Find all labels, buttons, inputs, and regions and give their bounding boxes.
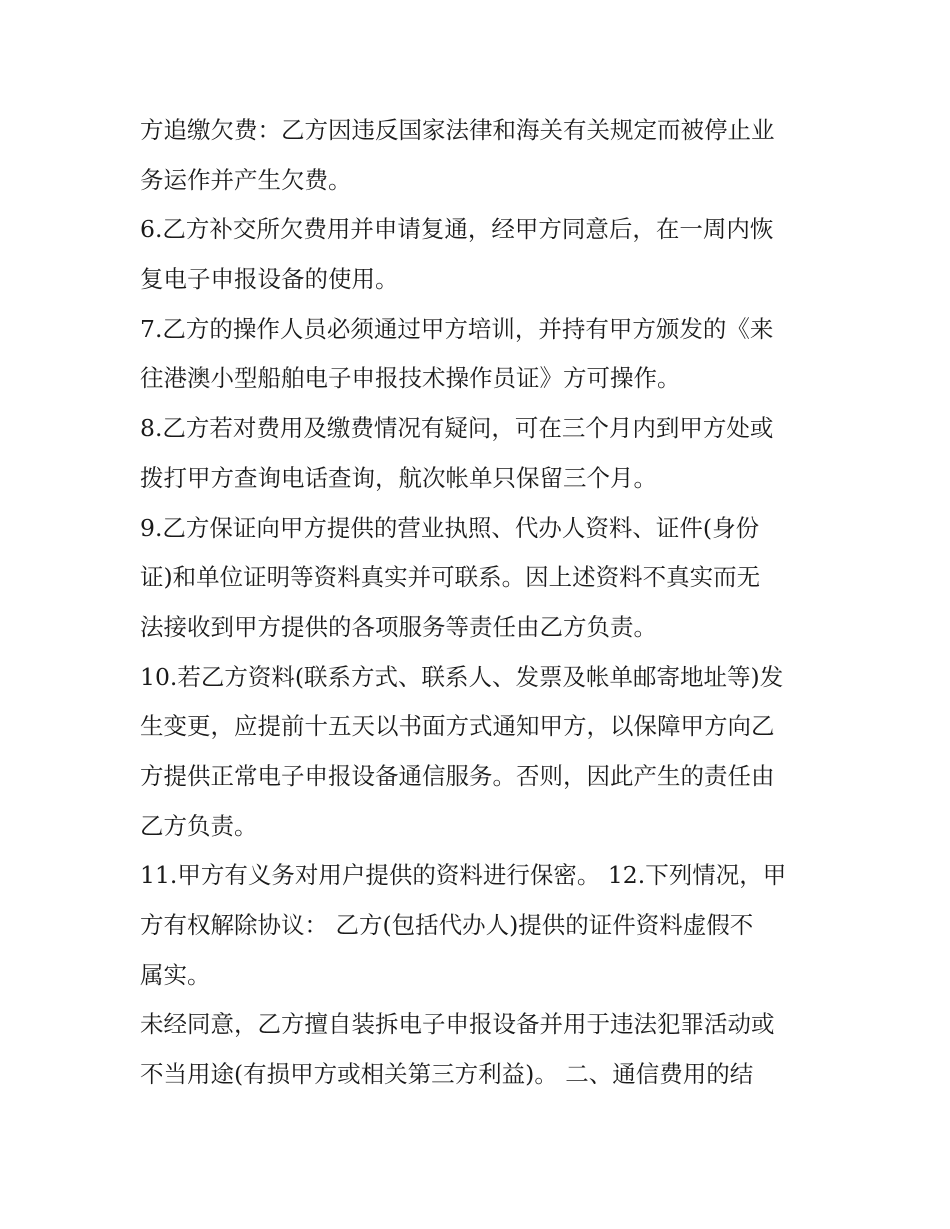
text-line: 证)和单位证明等资料真实并可联系。因上述资料不真实而无 (140, 563, 761, 592)
text-line: 属实。 (140, 960, 211, 989)
text-line: 不当用途(有损甲方或相关第三方利益)。 二、通信费用的结 (140, 1060, 754, 1089)
text-line: 往港澳小型船舶电子申报技术操作员证》方可操作。 (140, 364, 681, 393)
text-line: 方追缴欠费：乙方因违反国家法律和海关有关规定而被停止业 (140, 116, 775, 144)
document-body (140, 106, 815, 1100)
text-line: 10.若乙方资料(联系方式、联系人、发票及帐单邮寄地址等)发 (140, 662, 784, 691)
text-line: 方有权解除协议： 乙方(包括代办人)提供的证件资料虚假不 (140, 911, 754, 939)
text-line: 8.乙方若对费用及缴费情况有疑问，可在三个月内到甲方处或 (140, 414, 774, 443)
text-line: 7.乙方的操作人员必须通过甲方培训，并持有甲方颁发的《来 (140, 314, 774, 343)
text-line: 6.乙方补交所欠费用并申请复通，经甲方同意后，在一周内恢 (140, 215, 774, 244)
text-line: 乙方负责。 (140, 811, 258, 840)
text-line: 法接收到甲方提供的各项服务等责任由乙方负责。 (140, 612, 657, 641)
text-line: 9.乙方保证向甲方提供的营业执照、代办人资料、证件(身份 (140, 513, 760, 542)
text-line: 拨打甲方查询电话查询，航次帐单只保留三个月。 (140, 463, 657, 492)
text-line: 11.甲方有义务对用户提供的资料进行保密。 12.下列情况，甲 (140, 861, 787, 890)
text-line: 未经同意，乙方擅自装拆电子申报设备并用于违法犯罪活动或 (140, 1010, 775, 1039)
text-line: 务运作并产生欠费。 (140, 165, 352, 194)
text-line: 生变更，应提前十五天以书面方式通知甲方，以保障甲方向乙 (140, 712, 775, 741)
text-line: 方提供正常电子申报设备通信服务。否则，因此产生的责任由 (140, 761, 775, 790)
text-line: 复电子申报设备的使用。 (140, 265, 399, 294)
